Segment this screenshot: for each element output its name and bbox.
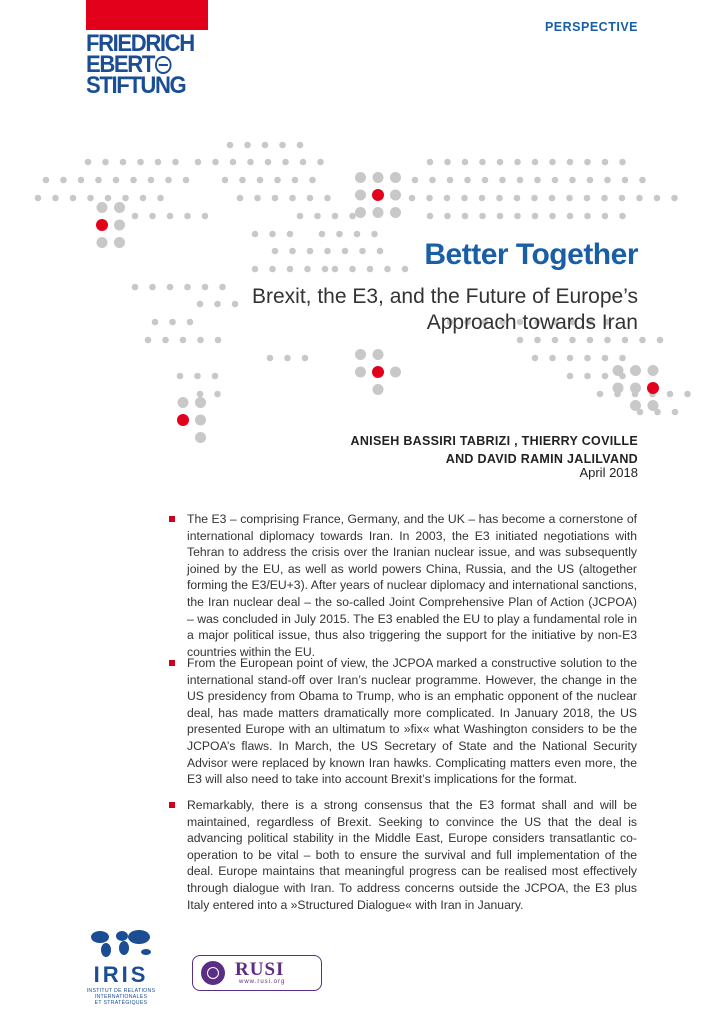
map-dot (514, 213, 521, 220)
map-dot (282, 159, 289, 166)
map-dot (613, 365, 624, 376)
map-dot (672, 409, 679, 416)
map-dot (390, 172, 401, 183)
map-dot (304, 266, 311, 273)
map-dot (671, 195, 678, 202)
iris-subtitle-2: INTERNATIONALES (94, 994, 148, 1000)
map-dot (114, 202, 125, 213)
map-dot (215, 337, 222, 344)
map-dot (137, 159, 144, 166)
map-dot (322, 266, 329, 273)
map-dot (359, 248, 366, 255)
map-dot (654, 195, 661, 202)
map-dot (619, 159, 626, 166)
map-dot (152, 319, 159, 326)
map-dot (324, 195, 331, 202)
paragraph-text: The E3 – comprising France, Germany, and the UK – has become a cornerstone of international diplomacy towards Iran. In 2003, the E3 initiated negotiations with Tehran to address the crisis over the Iranian nuclear issue, and was subsequently joined by the EU, as well as world powers China, Russia, and the US (altogether forming the E3/EU+3). After years of nuclear diplomacy and international sanctions, the Iran nuclear deal – the so-called Joint Comprehensive Plan of Action (JCPOA) – was concluded in July 2015. The E3 enabled the EU to play a fundamental role in a major political issue, thus also triggering the support for the initiative by non-E3 countries within the EU. (187, 512, 637, 659)
map-dot (355, 172, 366, 183)
map-dot (132, 213, 139, 220)
map-dot (479, 195, 486, 202)
map-dot (197, 337, 204, 344)
map-dot (145, 337, 152, 344)
map-dot (195, 415, 206, 426)
map-dot (412, 177, 419, 184)
map-dot (132, 284, 139, 291)
map-dot (584, 355, 591, 362)
map-dot (464, 177, 471, 184)
map-dot (499, 177, 506, 184)
bullet-icon (169, 516, 175, 522)
map-dot (552, 337, 559, 344)
logo-line-2: EBERT (86, 51, 154, 78)
rusi-url: www.rusi.org (239, 979, 286, 985)
map-dot (267, 355, 274, 362)
page-title: Better Together (424, 238, 638, 271)
map-dot (60, 177, 67, 184)
map-dot (194, 373, 201, 380)
map-dot (462, 159, 469, 166)
map-dot (479, 213, 486, 220)
map-dot (257, 177, 264, 184)
map-dot (549, 159, 556, 166)
map-dot (274, 177, 281, 184)
map-dot (619, 195, 626, 202)
map-dot (444, 159, 451, 166)
map-dot (244, 142, 251, 149)
map-dot (70, 195, 77, 202)
iris-name: IRIS (93, 962, 149, 987)
map-dot (35, 195, 42, 202)
map-dot (97, 237, 108, 248)
map-dot (212, 373, 219, 380)
map-dot (566, 195, 573, 202)
map-dot (482, 177, 489, 184)
rusi-name: RUSI (235, 959, 285, 980)
rusi-emblem-icon (201, 961, 225, 985)
map-dot (183, 177, 190, 184)
map-dot (517, 337, 524, 344)
map-dot (429, 177, 436, 184)
map-dot (496, 195, 503, 202)
map-dot (289, 195, 296, 202)
map-dot (336, 231, 343, 238)
paragraph-text: From the European point of view, the JCPOA marked a constructive solution to the international stand-off over Iran’s nuclear programme. However, the change in the US presidency from Obama to Trump, who is an emphatic opponent of the nuclear deal, has made matters dramatically more complicated. In January 2018, the US presented Europe with an ultimatum to »fix« what Washington considers to be the JCPOA’s flaws. In March, the US Secretary of State and the National Security Advisor were replaced by known Iran hawks. Complicating matters even more, the E3 will also need to take into account Brexit’s implications for the format. (187, 656, 637, 787)
map-dot (630, 365, 641, 376)
map-dot (332, 266, 339, 273)
map-dot (197, 301, 204, 308)
map-dot (52, 195, 59, 202)
map-dot (409, 195, 416, 202)
map-dot (178, 397, 189, 408)
map-dot (149, 213, 156, 220)
map-dot (149, 284, 156, 291)
map-dot (169, 319, 176, 326)
map-dot (639, 337, 646, 344)
map-dot (96, 219, 108, 231)
map-dot (167, 284, 174, 291)
map-dot (567, 159, 574, 166)
map-dot (354, 231, 361, 238)
map-dot (373, 384, 384, 395)
bullet-icon (169, 802, 175, 808)
map-dot (567, 213, 574, 220)
map-dot (667, 391, 674, 398)
map-dot (113, 177, 120, 184)
map-dot (140, 195, 147, 202)
map-dot (587, 337, 594, 344)
map-dot (122, 195, 129, 202)
map-dot (114, 237, 125, 248)
map-dot (177, 373, 184, 380)
map-dot (602, 159, 609, 166)
map-dot (462, 213, 469, 220)
map-dot (567, 373, 574, 380)
map-dot (648, 400, 659, 411)
map-dot (532, 159, 539, 166)
map-dot (372, 189, 384, 201)
map-dot (584, 213, 591, 220)
map-dot (342, 248, 349, 255)
map-dot (102, 159, 109, 166)
map-dot (531, 195, 538, 202)
map-dot (532, 213, 539, 220)
map-dot (184, 213, 191, 220)
map-dot (307, 195, 314, 202)
map-dot (355, 367, 366, 378)
map-dot (355, 207, 366, 218)
map-dot (461, 195, 468, 202)
map-dot (287, 266, 294, 273)
map-dot (373, 349, 384, 360)
map-dot (371, 231, 378, 238)
iris-subtitle-1: INSTITUT DE RELATIONS (86, 988, 156, 994)
map-dot (604, 177, 611, 184)
map-dot (195, 397, 206, 408)
map-dot (444, 213, 451, 220)
map-dot (307, 248, 314, 255)
map-dot (279, 142, 286, 149)
map-dot (272, 248, 279, 255)
map-dot (534, 337, 541, 344)
logo-line-3: STIFTUNG (86, 72, 186, 99)
map-dot (584, 373, 591, 380)
rusi-logo (192, 955, 322, 991)
bullet-icon (169, 660, 175, 666)
map-dot (222, 177, 229, 184)
map-dot (372, 366, 384, 378)
map-dot (87, 195, 94, 202)
map-dot (43, 177, 50, 184)
map-dot (287, 231, 294, 238)
authors-line-1: ANISEH BASSIRI TABRIZI , THIERRY COVILLE (350, 434, 638, 448)
map-dot (78, 177, 85, 184)
map-dot (602, 355, 609, 362)
map-dot (549, 213, 556, 220)
map-dot (195, 432, 206, 443)
map-dot (602, 213, 609, 220)
map-dot (237, 195, 244, 202)
map-dot (444, 195, 451, 202)
map-dot (157, 195, 164, 202)
publication-date: April 2018 (579, 465, 638, 480)
map-dot (497, 213, 504, 220)
map-dot (167, 213, 174, 220)
map-dot (647, 382, 659, 394)
map-dot (567, 355, 574, 362)
map-dot (184, 284, 191, 291)
map-dot (289, 248, 296, 255)
map-dot (427, 159, 434, 166)
map-dot (197, 391, 204, 398)
summary-paragraph (187, 797, 637, 913)
map-dot (292, 177, 299, 184)
map-dot (584, 159, 591, 166)
page-subtitle: Brexit, the E3, and the Future of Europe’s Approach towards Iran (251, 285, 638, 334)
map-dot (297, 213, 304, 220)
map-dot (447, 177, 454, 184)
map-dot (162, 337, 169, 344)
map-dot (619, 355, 626, 362)
map-dot (252, 266, 259, 273)
map-dot (622, 177, 629, 184)
map-dot (155, 159, 162, 166)
map-dot (319, 231, 326, 238)
map-dot (604, 337, 611, 344)
map-dot (239, 177, 246, 184)
map-dot (549, 195, 556, 202)
map-dot (390, 190, 401, 201)
authors-line-2: AND DAVID RAMIN JALILVAND (445, 452, 638, 466)
map-dot (630, 400, 641, 411)
map-dot (202, 284, 209, 291)
map-dot (130, 177, 137, 184)
map-dot (534, 177, 541, 184)
map-dot (262, 142, 269, 149)
map-dot (332, 213, 339, 220)
map-dot (497, 159, 504, 166)
map-dot (584, 195, 591, 202)
map-dot (177, 414, 189, 426)
map-dot (214, 391, 221, 398)
map-dot (569, 177, 576, 184)
map-dot (552, 177, 559, 184)
map-dot (254, 195, 261, 202)
map-dot (426, 195, 433, 202)
map-dot (317, 159, 324, 166)
iris-logo (86, 925, 156, 1006)
map-dot (402, 266, 409, 273)
map-dot (636, 195, 643, 202)
map-dot (85, 159, 92, 166)
map-dot (367, 266, 374, 273)
map-dot (384, 266, 391, 273)
map-dot (324, 248, 331, 255)
map-dot (479, 159, 486, 166)
map-dot (230, 159, 237, 166)
map-dot (569, 337, 576, 344)
map-dot (613, 383, 624, 394)
map-dot (597, 391, 604, 398)
map-dot (120, 159, 127, 166)
map-dot (314, 213, 321, 220)
map-dot (619, 213, 626, 220)
map-dot (105, 195, 112, 202)
map-dot (349, 266, 356, 273)
map-dot (373, 172, 384, 183)
map-dot (252, 231, 259, 238)
map-dot (587, 177, 594, 184)
map-dot (349, 213, 356, 220)
map-dot (300, 159, 307, 166)
map-dot (657, 337, 664, 344)
summary-paragraph (187, 655, 637, 788)
map-dot (630, 383, 641, 394)
map-dot (517, 177, 524, 184)
map-dot (95, 177, 102, 184)
map-dot (648, 365, 659, 376)
map-dot (514, 195, 521, 202)
map-dot (514, 159, 521, 166)
map-dot (114, 220, 125, 231)
perspective-label: PERSPECTIVE (544, 20, 638, 34)
map-dot (165, 177, 172, 184)
map-dot (269, 266, 276, 273)
map-dot (355, 349, 366, 360)
map-dot (684, 391, 691, 398)
map-dot (202, 213, 209, 220)
map-dot (148, 177, 155, 184)
map-dot (390, 207, 401, 218)
map-dot (187, 319, 194, 326)
map-dot (180, 337, 187, 344)
map-dot (272, 195, 279, 202)
summary-paragraph (187, 511, 637, 660)
map-dot (373, 207, 384, 218)
map-dot (212, 159, 219, 166)
map-dot (302, 355, 309, 362)
map-dot (549, 355, 556, 362)
map-dot (265, 159, 272, 166)
map-dot (309, 177, 316, 184)
map-dot (355, 190, 366, 201)
map-dot (227, 142, 234, 149)
map-dot (390, 367, 401, 378)
map-dot (284, 355, 291, 362)
authors (351, 432, 638, 468)
map-dot (602, 373, 609, 380)
iris-subtitle-3: ET STRATÉGIQUES (94, 1000, 148, 1006)
map-dot (377, 248, 384, 255)
map-dot (622, 337, 629, 344)
map-dot (532, 355, 539, 362)
map-dot (639, 177, 646, 184)
logo-line-1: FRIEDRICH (86, 30, 194, 57)
world-map-icon (86, 925, 156, 959)
map-dot (172, 159, 179, 166)
world-dot-map (0, 0, 724, 460)
map-dot (601, 195, 608, 202)
map-dot (427, 213, 434, 220)
paragraph-text: Remarkably, there is a strong consensus that the E3 format shall and will be maintained, regardless of Brexit. Seeking to convince the US that the deal is advancing political stability in the Middle East, Europe considers transatlantic co-operation to be vital – both to ensure the survival and full implementation of the deal. Europe maintains that meaningful progress can be realised most effectively through dialogue with Iran. To address concerns outside the JCPOA, the E3 plus Italy entered into a »Structured Dialogue« with Iran in January. (187, 798, 637, 912)
map-dot (297, 142, 304, 149)
map-dot (195, 159, 202, 166)
map-dot (247, 159, 254, 166)
map-dot (97, 202, 108, 213)
map-dot (269, 231, 276, 238)
